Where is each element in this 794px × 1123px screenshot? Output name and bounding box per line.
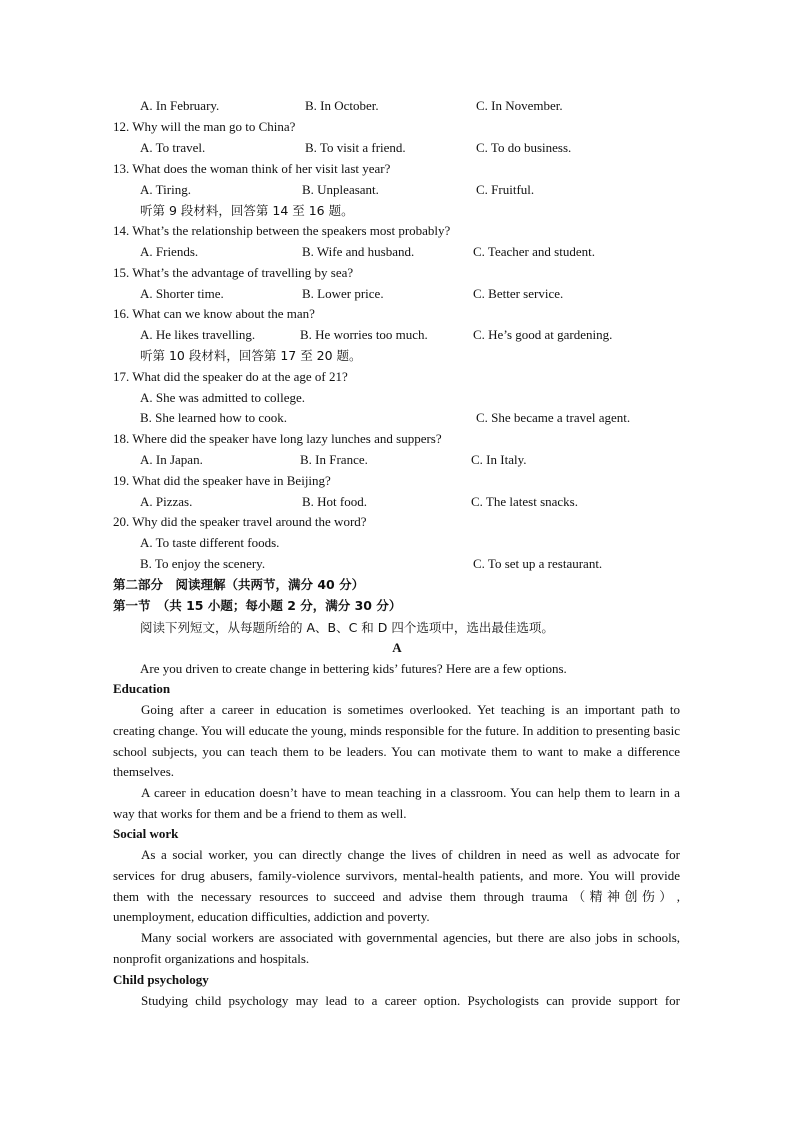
- paragraph: Going after a career in education is sometimes overlooked. Yet teaching is an important path to creating change. You will educate the young, minds responsible for the future. In addition to presenting basic school subjects, you can teach them to be leaders. You can motivate them to want to make a difference themselves.: [113, 702, 680, 780]
- option-b: B. Unpleasant.: [302, 182, 379, 197]
- option-c: C. Better service.: [473, 286, 564, 301]
- question-17: 17. What did the speaker do at the age of 21?: [113, 369, 348, 384]
- option-b: B. In France.: [300, 452, 368, 467]
- option-b: B. She learned how to cook.: [140, 410, 287, 425]
- question-13: 13. What does the woman think of her visit last year?: [113, 161, 391, 176]
- option-c: C. The latest snacks.: [471, 494, 578, 509]
- option-a: A. In Japan.: [140, 452, 203, 467]
- section-heading-child-psychology: Child psychology: [113, 972, 209, 987]
- option-a: A. He likes travelling.: [140, 327, 256, 342]
- paragraph: Studying child psychology may lead to a career option. Psychologists can provide support for: [141, 993, 680, 1008]
- question-18: 18. Where did the speaker have long lazy lunches and suppers?: [113, 431, 442, 446]
- option-c: C. Fruitful.: [476, 182, 535, 197]
- option-b: B. He worries too much.: [300, 327, 428, 342]
- question-12: 12. Why will the man go to China?: [113, 119, 296, 134]
- option-b: B. To enjoy the scenery.: [140, 556, 266, 571]
- paragraph: Many social workers are associated with governmental agencies, but there are also jobs in schools, nonprofit organizations and hospitals.: [113, 930, 680, 966]
- section-heading-education: Education: [113, 681, 171, 696]
- paragraph: A career in education doesn’t have to mean teaching in a classroom. You can help them to learn in a way that works for them and be a friend to them as well.: [113, 785, 680, 821]
- question-19: 19. What did the speaker have in Beijing?: [113, 473, 331, 488]
- option-a: A. She was admitted to college.: [140, 390, 305, 405]
- part-title: 第二部分 阅读理解（共两节，满分 40 分）: [113, 577, 365, 592]
- option-b: B. Hot food.: [302, 494, 367, 509]
- passage-label: A: [392, 640, 402, 655]
- option-b: B. Wife and husband.: [302, 244, 415, 259]
- listening-instruction-10: 听第 10 段材料，回答第 17 至 20 题。: [140, 348, 362, 363]
- option-b: B. In October.: [305, 98, 379, 113]
- option-c: C. He’s good at gardening.: [473, 327, 613, 342]
- reading-directions: 阅读下列短文，从每题所给的 A、B、C 和 D 四个选项中，选出最佳选项。: [140, 620, 554, 635]
- option-c: C. In Italy.: [471, 452, 527, 467]
- option-a: A. To travel.: [140, 140, 206, 155]
- option-a: A. In February.: [140, 98, 220, 113]
- option-a: A. Friends.: [140, 244, 199, 259]
- question-20: 20. Why did the speaker travel around the word?: [113, 514, 367, 529]
- section-heading-social-work: Social work: [113, 826, 179, 841]
- passage-intro: Are you driven to create change in bettering kids’ futures? Here are a few options.: [140, 661, 567, 676]
- question-14: 14. What’s the relationship between the speakers most probably?: [113, 223, 451, 238]
- option-a: A. Tiring.: [140, 182, 191, 197]
- question-15: 15. What’s the advantage of travelling by sea?: [113, 265, 354, 280]
- question-16: 16. What can we know about the man?: [113, 306, 315, 321]
- option-c: C. She became a travel agent.: [476, 410, 631, 425]
- option-a: A. To taste different foods.: [140, 535, 280, 550]
- section-title: 第一节 （共 15 小题；每小题 2 分，满分 30 分）: [113, 598, 402, 613]
- option-a: A. Pizzas.: [140, 494, 193, 509]
- option-a: A. Shorter time.: [140, 286, 224, 301]
- option-c: C. To set up a restaurant.: [473, 556, 603, 571]
- option-c: C. To do business.: [476, 140, 572, 155]
- paragraph: As a social worker, you can directly change the lives of children in need as well as advocate for services for drug abusers, family-violence survivors, mental-health patients, and more. You will provide them with the necessary resources to succeed and advise them through trauma（精神创伤）, unemployment, education difficulties, addiction and poverty.: [113, 847, 680, 925]
- option-c: C. Teacher and student.: [473, 244, 595, 259]
- option-b: B. To visit a friend.: [305, 140, 406, 155]
- listening-instruction-9: 听第 9 段材料，回答第 14 至 16 题。: [140, 203, 354, 218]
- option-c: C. In November.: [476, 98, 563, 113]
- option-b: B. Lower price.: [302, 286, 384, 301]
